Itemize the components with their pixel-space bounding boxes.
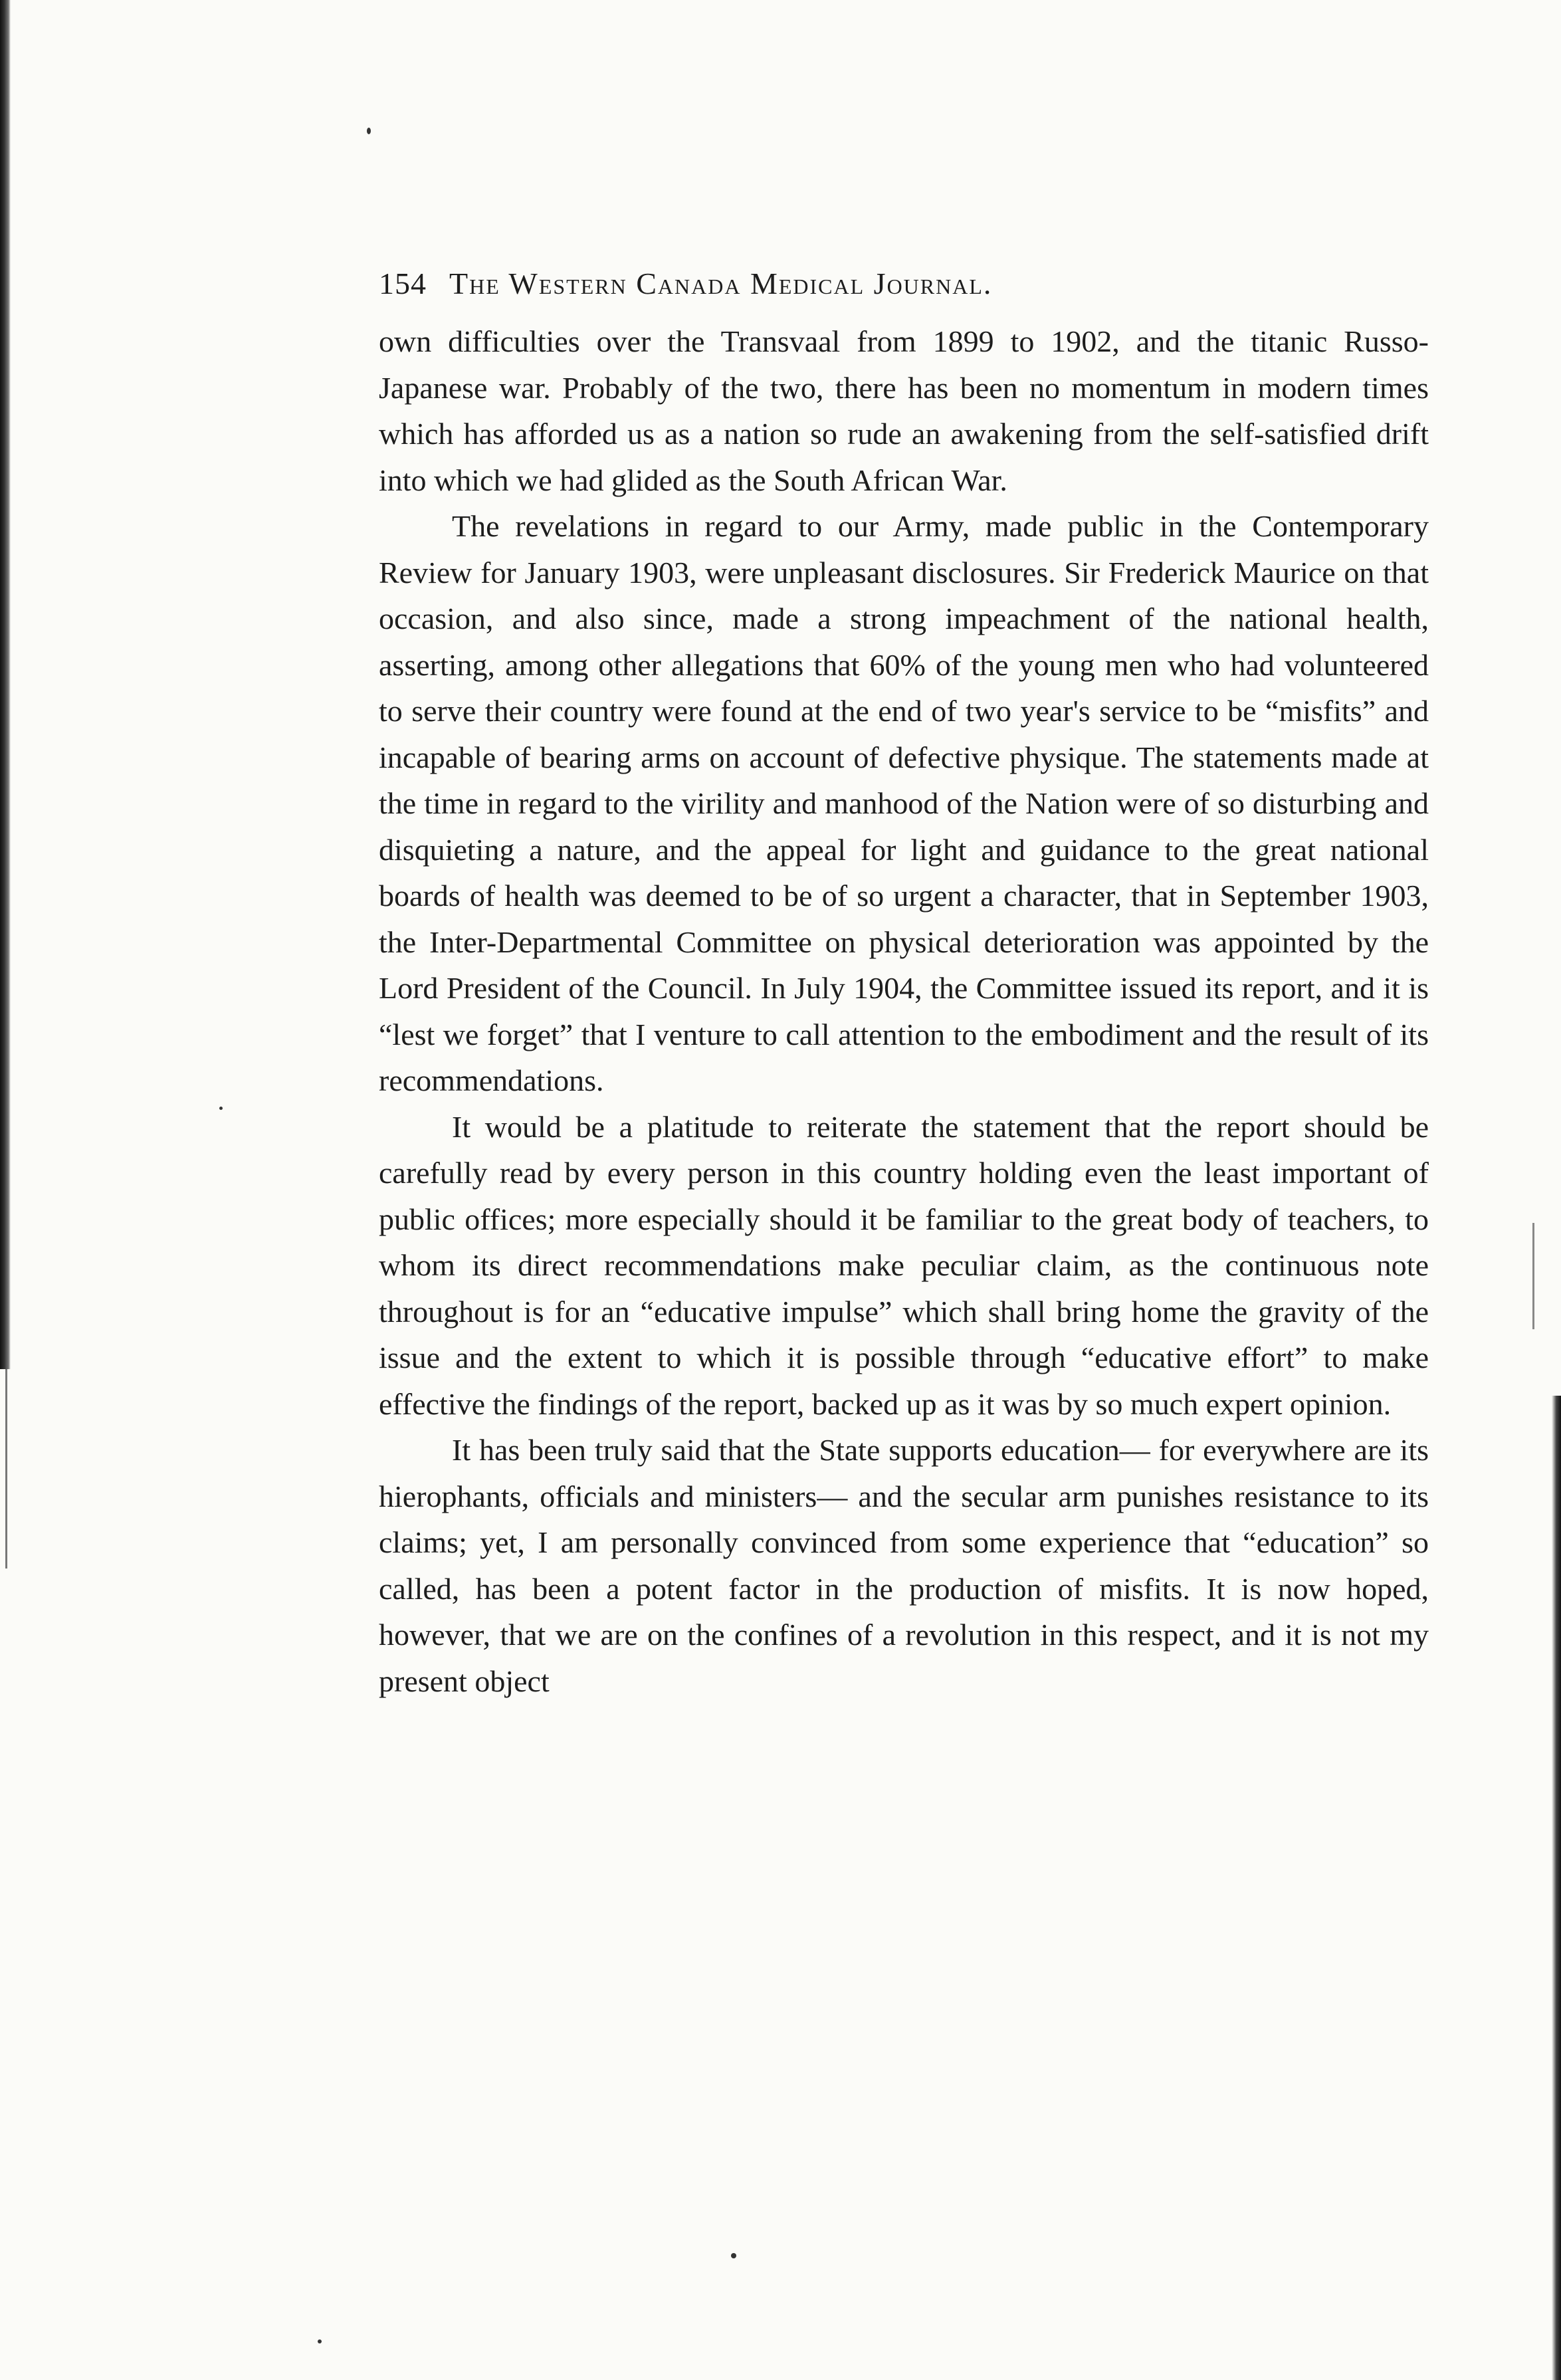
scan-edge-right — [1552, 1396, 1561, 2380]
article-body — [379, 318, 1429, 1704]
book-page — [379, 266, 1429, 1704]
scan-speck — [318, 2339, 322, 2343]
journal-title: The Western Canada Medical Journal. — [449, 267, 993, 300]
scan-edge-left-lower — [5, 1369, 7, 1569]
scan-speck — [219, 1107, 223, 1110]
paragraph: It would be a platitude to reiterate the statement that the report should be carefully read by every person in this country holding even the least important of public offices; more especially should it be familiar to the great body of teachers, to whom its direct recommendations make peculiar claim, as the continuous note throughout is for an “educative impulse” which shall bring home the gravity of the issue and the extent to which it is possible through “educative effort” to make effective the findings of the report, backed up as it was by so much expert opinion. — [379, 1109, 1429, 1421]
scan-speck — [731, 2253, 736, 2258]
scan-edge-right-mark — [1532, 1223, 1534, 1329]
scan-edge-left — [0, 0, 11, 1369]
paragraph: own difficulties over the Transvaal from 1899 to 1902, and the titanic Russo-Japanese war. Probably of the two, there has been no momentum in modern times which has afforded us as a nation so rude an awakening from the self-satisfied drift into which we had glided as the South African War. — [379, 324, 1429, 497]
running-head — [379, 266, 1429, 301]
paragraph: The revelations in regard to our Army, made public in the Contemporary Review for January 1903, were unpleasant disclosures. Sir Frederick Maurice on that occasion, and also since, made a strong impeachment of the national health, asserting, among other allegations that 60% of the young men who had volunteered to serve their country were found at the end of two year's service to be “misfits” and incapable of bearing arms on account of defective physique. The statements made at the time in regard to the virility and manhood of the Nation were of so disturbing and disquieting a nature, and the appeal for light and guidance to the great national boards of health was deemed to be of so urgent a character, that in September 1903, the Inter-Departmental Committee on physical deterioration was appointed by the Lord President of the Council. In July 1904, the Committee issued its report, and it is “lest we forget” that I venture to call attention to the embodiment and the result of its recommendations. — [379, 509, 1429, 1097]
page-number: 154 — [379, 267, 427, 300]
scan-speck — [367, 128, 371, 134]
paragraph: It has been truly said that the State supports education— for everywhere are its hierophants, officials and ministers— and the secular arm punishes resistance to its claims; yet, I am personally convinced from some experience that “education” so called, has been a potent factor in the production of misfits. It is now hoped, however, that we are on the confines of a revolution in this respect, and it is not my present object — [379, 1433, 1429, 1698]
